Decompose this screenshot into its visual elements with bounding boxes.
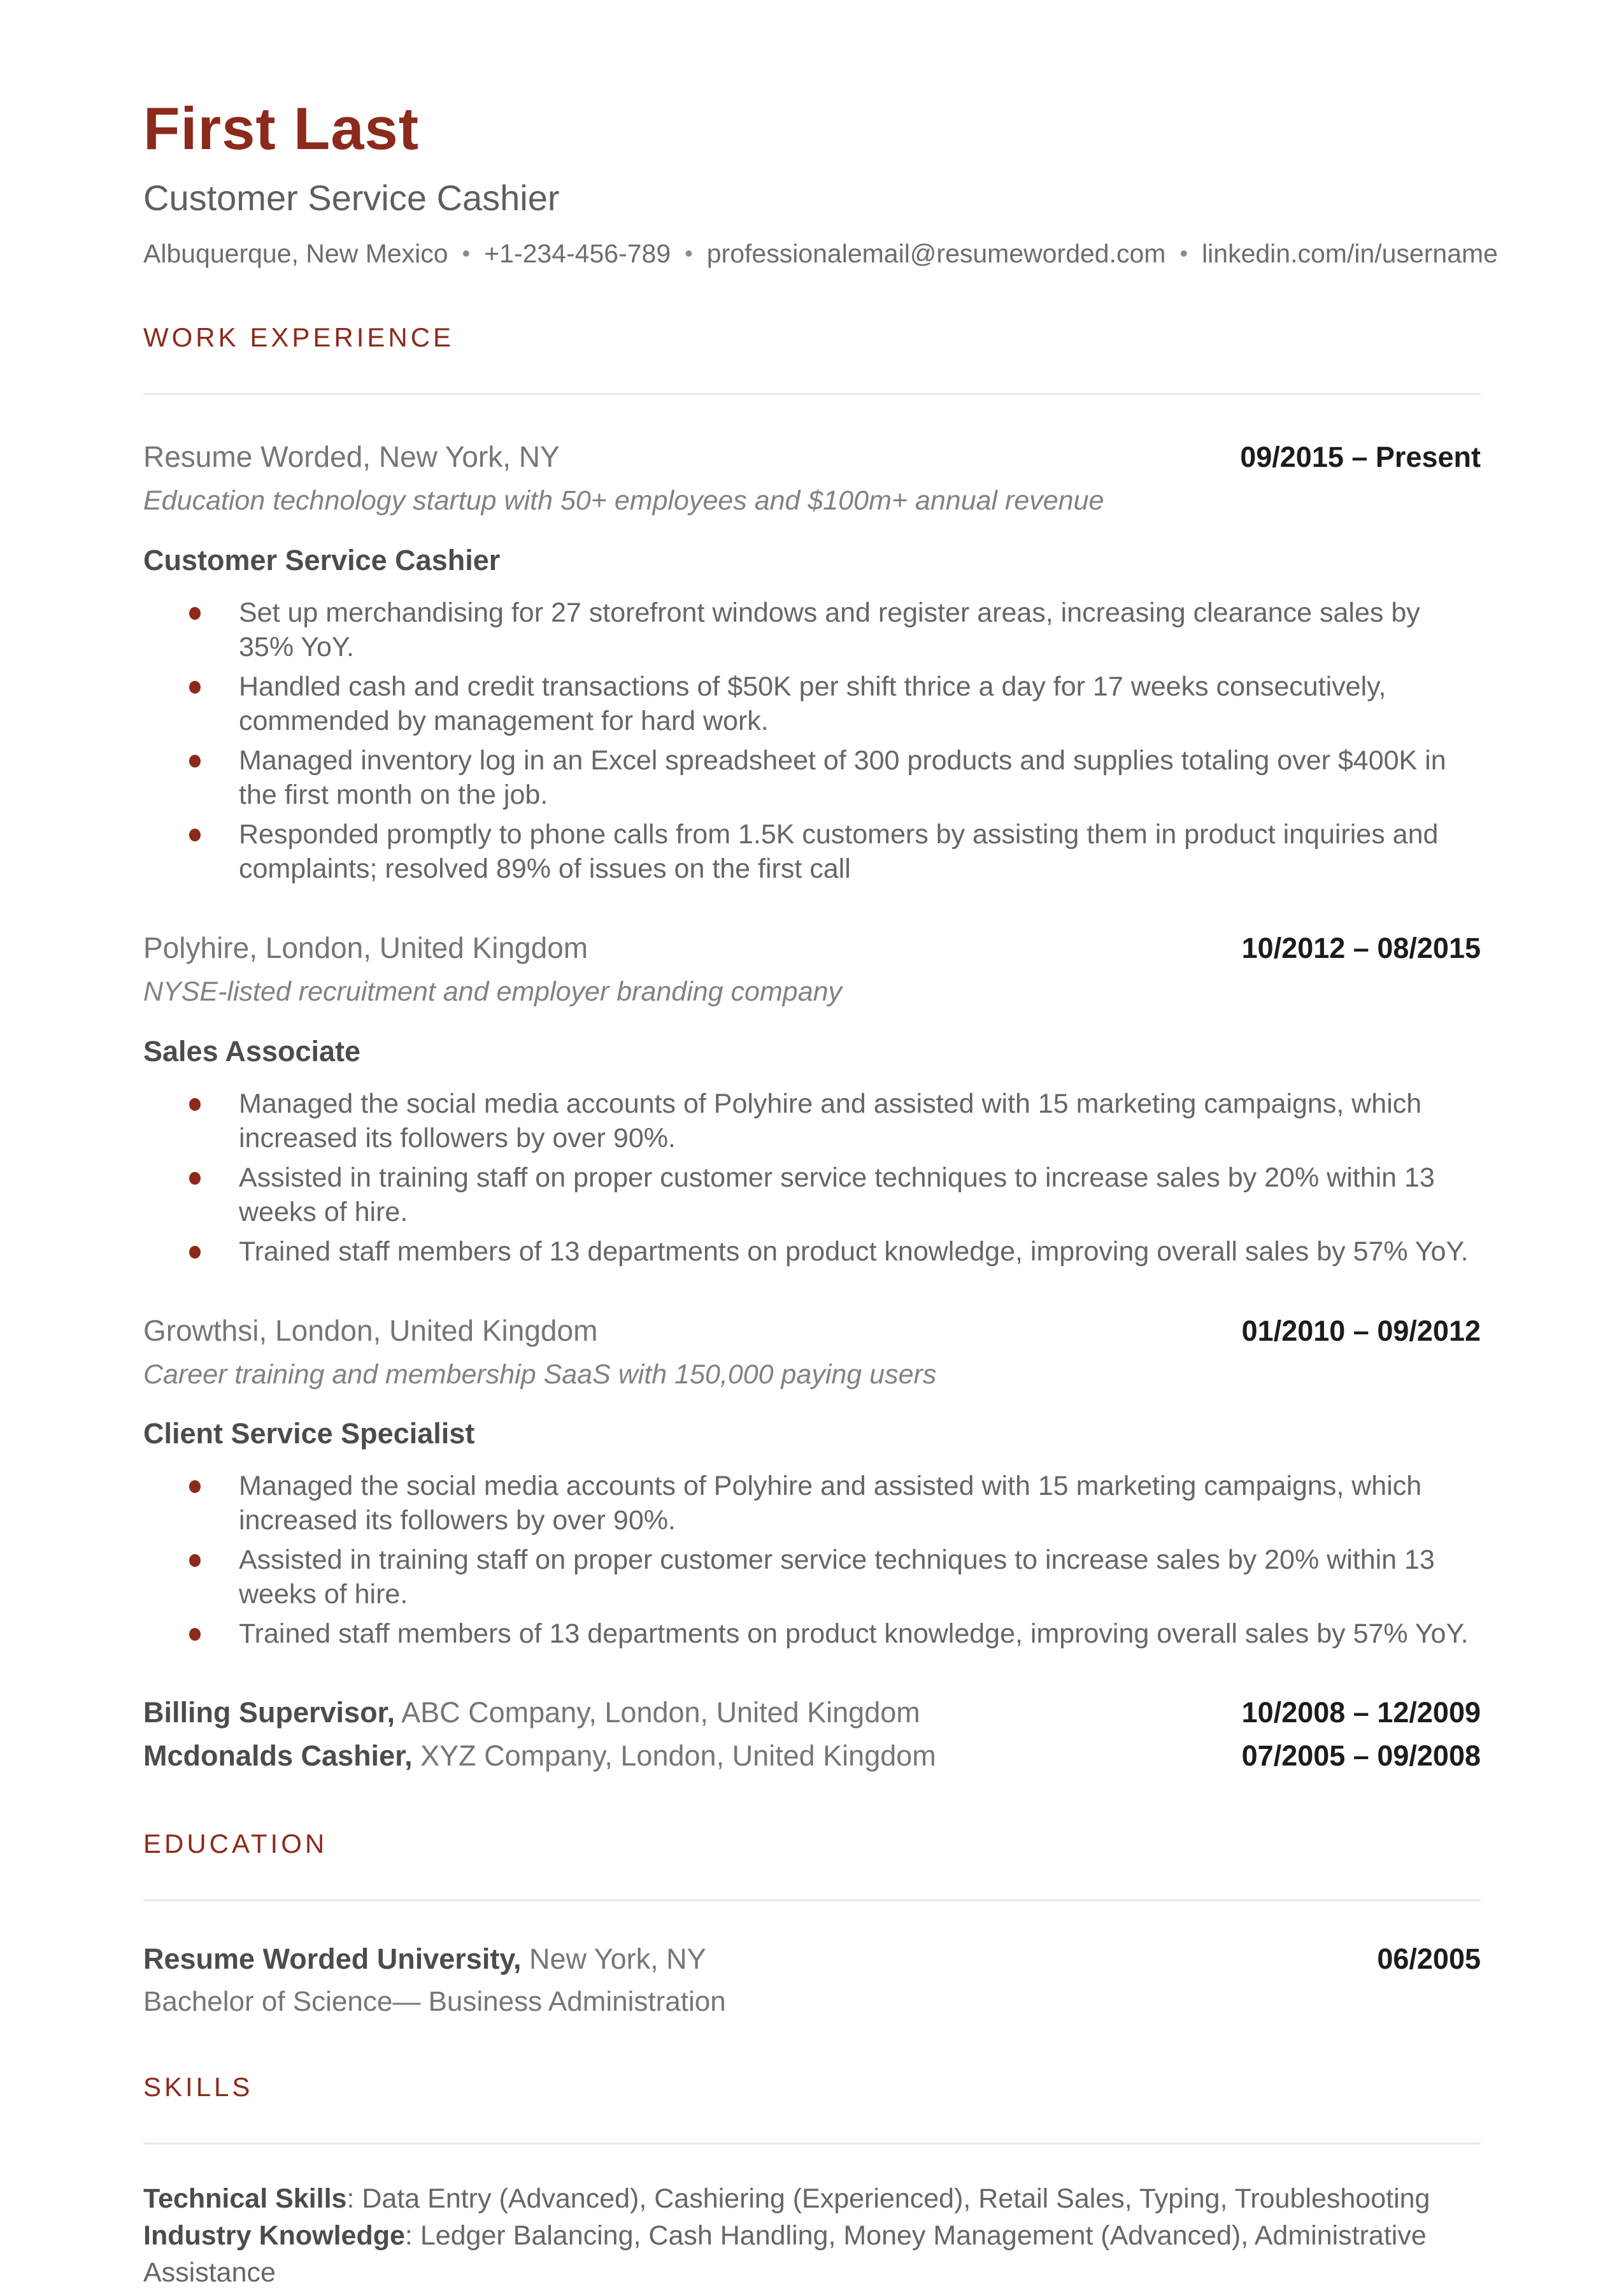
skill-category-label: Industry Knowledge: [143, 2220, 405, 2252]
section-skills: [143, 2074, 1481, 2291]
section-divider: [143, 393, 1481, 395]
bullet-item: [143, 596, 1481, 664]
candidate-title: Customer Service Cashier: [143, 178, 560, 218]
bullet-dot-icon: [189, 755, 201, 767]
job-dates: 10/2008 – 12/2009: [1241, 1696, 1481, 1729]
compact-job-row: [143, 1693, 1481, 1732]
contact-phone: +1-234-456-789: [484, 238, 671, 268]
job-bullet-list: [143, 596, 1481, 886]
bullet-item: [143, 1543, 1481, 1611]
contact-location: Albuquerque, New Mexico: [143, 238, 448, 268]
bullet-text: Assisted in training staff on proper customer service techniques to increase sales by 20% within 13 weeks of hire.: [239, 1545, 1435, 1610]
job-title: Sales Associate: [143, 1034, 361, 1067]
compact-job-label: [143, 1693, 920, 1732]
contact-email: professionalemail@resumeworded.com: [706, 238, 1166, 268]
contact-line: [143, 238, 1498, 269]
school-name-bold: Resume Worded University,: [143, 1943, 522, 1976]
bullet-text: Managed the social media accounts of Polyhire and assisted with 15 marketing campaigns, which increased its followers by over 90%.: [239, 1088, 1422, 1153]
bullet-item: [143, 1087, 1481, 1155]
job-bullet-list: [143, 1469, 1481, 1651]
bullet-text: Trained staff members of 13 departments on product knowledge, improving overall sales by 57% YoY.: [239, 1236, 1469, 1267]
bullet-dot-icon: [189, 607, 201, 620]
bullet-item: [143, 669, 1481, 738]
job-bullet-list: [143, 1087, 1481, 1269]
degree-name: Bachelor of Science— Business Administration: [143, 1986, 726, 2018]
bullet-dot-icon: [189, 1098, 201, 1111]
company-description: NYSE-listed recruitment and employer branding company: [143, 976, 843, 1007]
job-title: Customer Service Cashier: [143, 543, 501, 576]
section-divider: [143, 1899, 1481, 1901]
resume-header: [143, 95, 1498, 269]
bullet-text: Responded promptly to phone calls from 1.5K customers by assisting them in product inquiries and complaints; resolved 89% of issues on the first call: [239, 818, 1439, 884]
job-dates: 01/2010 – 09/2012: [1241, 1314, 1481, 1347]
bullet-dot-icon: [189, 1628, 201, 1641]
bullet-item: [143, 1617, 1481, 1651]
bullet-text: Set up merchandising for 27 storefront windows and register areas, increasing clearance sales by 35% YoY.: [239, 597, 1420, 662]
school-location: New York, NY: [521, 1943, 706, 1976]
bullet-dot-icon: [189, 1554, 201, 1567]
job-entry-growthsi: [143, 1313, 1481, 1652]
dot-separator-icon: •: [685, 239, 693, 266]
company-description: Education technology startup with 50+ employees and $100m+ annual revenue: [143, 485, 1104, 517]
skills-list: [143, 2180, 1481, 2291]
bullet-dot-icon: [189, 1246, 201, 1259]
job-dates: 07/2005 – 09/2008: [1241, 1739, 1481, 1773]
bullet-item: [143, 817, 1481, 886]
compact-job-company: XYZ Company, London, United Kingdom: [412, 1739, 936, 1773]
compact-job-label: [143, 1736, 936, 1776]
bullet-item: [143, 1160, 1481, 1229]
job-dates: 09/2015 – Present: [1240, 440, 1481, 473]
bullet-item: [143, 743, 1481, 812]
compact-job-role: Mcdonalds Cashier,: [143, 1739, 413, 1773]
skill-line-technical: [143, 2180, 1481, 2217]
compact-job-list: [143, 1693, 1481, 1776]
job-entry-resume-worded: [143, 439, 1481, 886]
company-name: Polyhire, London, United Kingdom: [143, 931, 588, 964]
candidate-name: First Last: [143, 95, 420, 162]
dot-separator-icon: •: [462, 239, 471, 266]
education-entry: [143, 1942, 1481, 2019]
section-heading-work-experience: WORK EXPERIENCE: [143, 322, 455, 352]
job-entry-polyhire: [143, 931, 1481, 1269]
section-education: [143, 1831, 1481, 2019]
skill-category-values: : Ledger Balancing, Cash Handling, Money Management (Advanced), Administrative Assistance: [143, 2220, 1427, 2288]
job-title: Client Service Specialist: [143, 1417, 475, 1450]
dot-separator-icon: •: [1179, 239, 1188, 266]
company-description: Career training and membership SaaS with 150,000 paying users: [143, 1359, 937, 1390]
section-heading-skills: SKILLS: [143, 2072, 253, 2102]
bullet-text: Managed the social media accounts of Polyhire and assisted with 15 marketing campaigns, which increased its followers by over 90%.: [239, 1471, 1422, 1536]
compact-job-company: ABC Company, London, United Kingdom: [395, 1696, 920, 1729]
bullet-item: [143, 1469, 1481, 1538]
skill-category-values: : Data Entry (Advanced), Cashiering (Experienced), Retail Sales, Typing, Troubleshooting: [346, 2183, 1430, 2215]
bullet-dot-icon: [189, 829, 201, 841]
company-name: Growthsi, London, United Kingdom: [143, 1313, 598, 1347]
job-header-row: [143, 931, 1481, 966]
section-work-experience: [143, 324, 1481, 1776]
bullet-text: Handled cash and credit transactions of $50K per shift thrice a day for 17 weeks consecutively, commended by management for hard work.: [239, 671, 1386, 736]
education-dates: 06/2005: [1377, 1943, 1481, 1976]
bullet-text: Trained staff members of 13 departments on product knowledge, improving overall sales by 57% YoY.: [239, 1618, 1469, 1650]
bullet-dot-icon: [189, 1172, 201, 1185]
compact-job-row: [143, 1736, 1481, 1776]
skill-category-label: Technical Skills: [143, 2183, 347, 2215]
job-header-row: [143, 1313, 1481, 1348]
bullet-dot-icon: [189, 1480, 201, 1493]
company-name: Resume Worded, New York, NY: [143, 439, 560, 473]
job-dates: 10/2012 – 08/2015: [1241, 931, 1481, 964]
bullet-text: Managed inventory log in an Excel spreadsheet of 300 products and supplies totaling over $400K in the first month on the job.: [239, 745, 1446, 810]
job-header-row: [143, 439, 1481, 475]
section-divider: [143, 2143, 1481, 2145]
bullet-dot-icon: [189, 681, 201, 694]
education-header-row: [143, 1942, 1481, 1976]
bullet-text: Assisted in training staff on proper customer service techniques to increase sales by 20% within 13 weeks of hire.: [239, 1162, 1435, 1227]
section-heading-education: EDUCATION: [143, 1829, 328, 1859]
compact-job-role: Billing Supervisor,: [143, 1696, 395, 1729]
contact-linkedin: linkedin.com/in/username: [1202, 238, 1498, 268]
school-name: [143, 1943, 706, 1976]
bullet-item: [143, 1234, 1481, 1269]
skill-line-industry: [143, 2217, 1481, 2291]
